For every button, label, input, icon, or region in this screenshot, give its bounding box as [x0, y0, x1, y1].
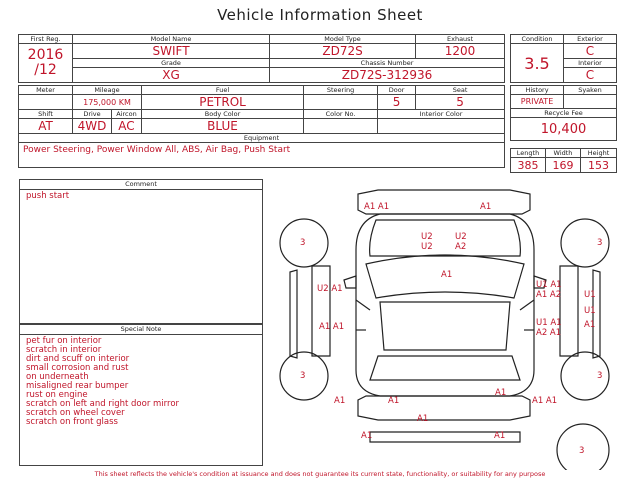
special-note-item: misaligned rear bumper [26, 381, 129, 391]
damage-mark: 3 [300, 238, 306, 248]
chassis-value: ZD72S-312936 [270, 68, 505, 83]
color-no-value [304, 119, 378, 134]
exterior-value: C [564, 44, 617, 59]
exhaust-value: 1200 [416, 44, 505, 59]
rear-bumper-outline [358, 396, 530, 420]
special-note-item: pet fur on interior [26, 336, 102, 346]
first-reg-value: 2016 /12 [19, 44, 73, 83]
condition-score: 3.5 [511, 44, 564, 83]
damage-mark: A2 A1 [536, 328, 562, 338]
special-note-item: dirt and scuff on interior [26, 354, 130, 364]
special-note-item: scratch in interior [26, 345, 102, 355]
equipment-label: Equipment [19, 134, 505, 143]
fuel-label: Fuel [142, 86, 304, 95]
comment-box [19, 179, 263, 324]
meter-label: Meter [19, 86, 73, 95]
width-value: 169 [546, 158, 581, 173]
disclaimer-footer: This sheet reflects the vehicle's condition at issuance and does not guarantee its current state, functionality, or suitability for any purpose [94, 470, 546, 478]
seat-label: Seat [416, 86, 505, 95]
special-note-item: on underneath [26, 372, 89, 382]
damage-mark: A1 [495, 388, 507, 398]
damage-mark: U1 A1 [536, 280, 562, 290]
grade-value: XG [73, 68, 270, 83]
interior-label: Interior [564, 59, 617, 68]
model-type-label: Model Type [270, 35, 416, 44]
door-label: Door [378, 86, 416, 95]
meter-value [19, 95, 73, 110]
history-value: PRIVATE [511, 95, 564, 109]
hood-outline [370, 220, 521, 256]
damage-mark: A2 [455, 242, 467, 252]
interior-color-label: Interior Color [378, 110, 505, 119]
damage-mark: U1 [584, 290, 596, 300]
condition-label: Condition [511, 35, 564, 44]
mileage-label: Mileage [73, 86, 142, 95]
sheet-title: Vehicle Information Sheet [217, 6, 423, 24]
damage-mark: U2 A1 [317, 284, 343, 294]
damage-mark: 3 [300, 371, 306, 381]
steering-value [304, 95, 378, 110]
damage-mark: A1 [494, 431, 506, 441]
damage-mark: 3 [579, 446, 585, 456]
damage-mark: A1 A1 [532, 396, 558, 406]
aircon-value: AC [112, 119, 142, 134]
comment-label: Comment [20, 180, 262, 190]
height-label: Height [581, 149, 617, 158]
steering-label: Steering [304, 86, 378, 95]
aircon-label: Aircon [112, 110, 142, 119]
damage-mark: A1 A1 [319, 322, 345, 332]
history-label: History [511, 86, 564, 95]
condition-table [510, 34, 617, 141]
mileage-value: 175,000 KM [73, 95, 142, 110]
interior-color-value [378, 119, 505, 134]
damage-mark: A1 A2 [536, 290, 562, 300]
special-note-list [20, 335, 262, 429]
damage-mark: U1 [584, 306, 596, 316]
special-note-item: scratch on wheel cover [26, 408, 125, 418]
damage-mark: U2 [421, 242, 433, 252]
roof-outline [380, 302, 510, 350]
recycle-fee-label: Recycle Fee [511, 109, 617, 118]
drive-label: Drive [73, 110, 112, 119]
model-name-label: Model Name [73, 35, 270, 44]
damage-mark: A1 [441, 270, 453, 280]
body-color-label: Body Color [142, 110, 304, 119]
exhaust-label: Exhaust [416, 35, 505, 44]
special-note-item: scratch on left and right door mirror [26, 399, 180, 409]
chassis-label: Chassis Number [270, 59, 505, 68]
exterior-label: Exterior [564, 35, 617, 44]
damage-mark: A1 [417, 414, 429, 424]
fuel-value: PETROL [142, 95, 304, 110]
special-note-item: scratch on front glass [26, 417, 118, 427]
width-label: Width [546, 149, 581, 158]
damage-mark: A1 [361, 431, 373, 441]
damage-mark: U1 A1 [536, 318, 562, 328]
comment-text [20, 190, 262, 203]
left-mirror-icon [344, 276, 356, 288]
shift-label: Shift [19, 110, 73, 119]
door-value: 5 [378, 95, 416, 110]
damage-mark: A1 A1 [364, 202, 390, 212]
shift-value: AT [19, 119, 73, 134]
syaken-label: Syaken [564, 86, 617, 95]
vehicle-info-table [18, 34, 505, 168]
special-note-label: Special Note [20, 325, 262, 335]
damage-mark: A1 [584, 320, 596, 330]
damage-mark: U2 [421, 232, 433, 242]
damage-mark: A1 [480, 202, 492, 212]
model-type-value: ZD72S [270, 44, 416, 59]
left-side-outline [290, 270, 297, 358]
damage-mark: A1 [334, 396, 346, 406]
seat-value: 5 [416, 95, 505, 110]
damage-mark: U2 [455, 232, 467, 242]
car-body-outline [356, 214, 534, 396]
model-name-value: SWIFT [73, 44, 270, 59]
comment-line: push start [26, 191, 70, 201]
color-no-label: Color No. [304, 110, 378, 119]
rear-glass-outline [370, 356, 520, 380]
syaken-value [564, 95, 617, 109]
interior-value: C [564, 68, 617, 83]
body-color-value: BLUE [142, 119, 304, 134]
drive-value: 4WD [73, 119, 112, 134]
grade-label: Grade [73, 59, 270, 68]
damage-mark: 3 [597, 238, 603, 248]
dimensions-table [510, 148, 617, 173]
recycle-fee-value: 10,400 [511, 118, 617, 141]
special-note-item: small corrosion and rust [26, 363, 129, 373]
length-value: 385 [511, 158, 546, 173]
special-note-item: rust on engine [26, 390, 88, 400]
length-label: Length [511, 149, 546, 158]
height-value: 153 [581, 158, 617, 173]
first-reg-label: First Reg. [19, 35, 73, 44]
equipment-value: Power Steering, Power Window All, ABS, Air Bag, Push Start [19, 143, 505, 168]
special-note-box [19, 324, 263, 466]
damage-mark: A1 [388, 396, 400, 406]
damage-mark: 3 [597, 371, 603, 381]
